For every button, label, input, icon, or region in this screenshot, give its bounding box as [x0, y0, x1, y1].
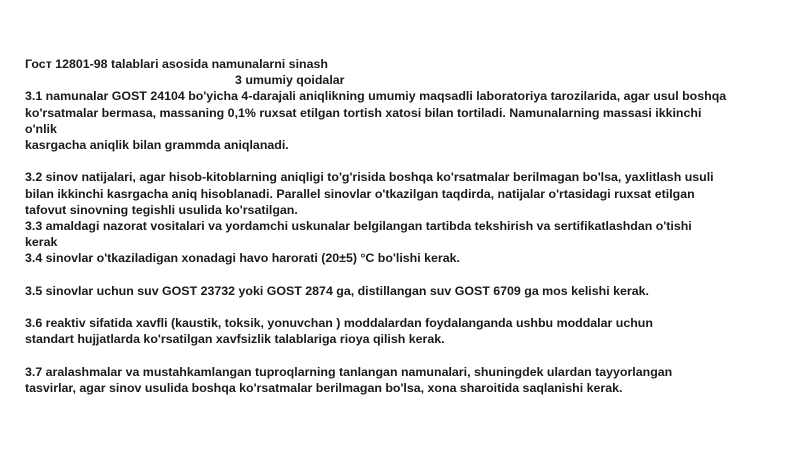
document-lines: [25, 88, 790, 396]
text-line: 3.1 namunalar GOST 24104 bo'yicha 4-darajali aniqlikning umumiy maqsadli laboratoriya tarozilarida, agar usul boshqa: [25, 89, 727, 104]
text-line: 3.5 sinovlar uchun suv GOST 23732 yoki GOST 2874 ga, distillangan suv GOST 6709 ga mos kelishi kerak.: [25, 283, 649, 298]
text-line: kerak: [25, 235, 58, 250]
section-heading: 3 umumiy qoidalar: [235, 73, 345, 88]
text-line: standart hujjatlarda ko'rsatilgan xavfsizlik talablariga rioya qilish kerak.: [25, 332, 445, 347]
blank-line: [25, 267, 790, 283]
text-line: 3.7 aralashmalar va mustahkamlangan tuproqlarning tanlangan namunalari, shuningdek ulardan tayyorlangan: [25, 364, 673, 379]
text-line: o'nlik: [25, 121, 57, 136]
text-line: 3.3 amaldagi nazorat vositalari va yordamchi uskunalar belgilangan tartibda tekshirish va sertifikatlashdan o'tishi: [25, 219, 692, 234]
blank-line: [25, 153, 790, 169]
document-title: Гост 12801-98 talablari asosida namunalarni sinash: [25, 57, 328, 71]
blank-line: [25, 348, 790, 364]
text-line: 3.6 reaktiv sifatida xavfli (kaustik, toksik, yonuvchan ) moddalardan foydalanganda ushbu moddalar uchun: [25, 316, 653, 331]
text-line: tasvirlar, agar sinov usulida boshqa ko'rsatmalar berilmagan bo'lsa, xona sharoitida saqlanishi kerak.: [25, 381, 623, 395]
text-line: 3.4 sinovlar o'tkaziladigan xonadagi havo harorati (20±5) °C bo'lishi kerak.: [25, 251, 460, 266]
blank-line: [25, 299, 790, 315]
text-line: bilan ikkinchi kasrgacha aniq hisoblanadi. Parallel sinovlar o'tkazilgan taqdirda, natijalar o'rtasidagi ruxsat etilgan: [25, 186, 695, 201]
text-line: tafovut sinovning tegishli usulida ko'rsatilgan.: [25, 202, 298, 217]
text-line: ko'rsatmalar bermasa, massaning 0,1% ruxsat etilgan tortish xatosi bilan tortiladi. Namunalarning massasi ikkinchi: [25, 105, 702, 120]
text-line: 3.2 sinov natijalari, agar hisob-kitoblarning aniqligi to'g'risida boshqa ko'rsatmalar berilmagan bo'lsa, yaxlitlash usuli: [25, 170, 714, 185]
document-body: [25, 56, 790, 396]
text-line: kasrgacha aniqlik bilan grammda aniqlanadi.: [25, 138, 289, 153]
